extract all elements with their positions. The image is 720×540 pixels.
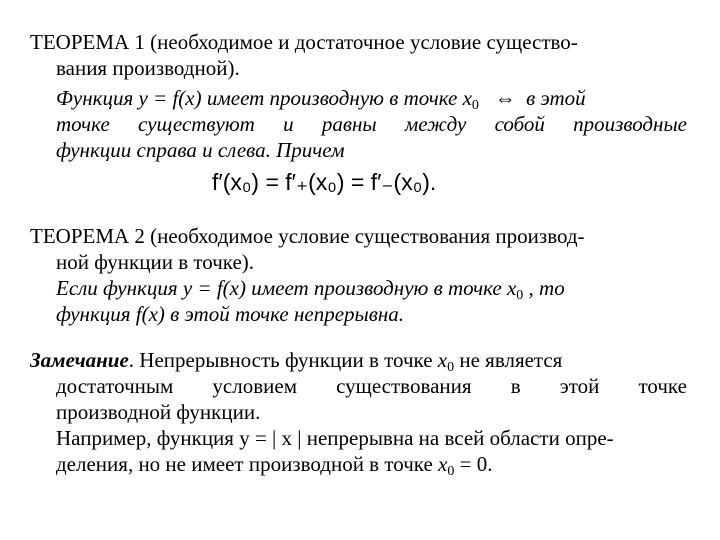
theorem1-line5: функции справа и слева. Причем [56,138,345,162]
word: в [510,374,521,398]
theorem1-heading-text: ТЕОРЕМА 1 (необходимое и достаточное условие существо- [30,30,578,54]
theorem1-line3 [56,86,586,113]
x0-variable: x [437,348,448,372]
remark-text-end: не является [454,348,563,372]
remark-line5 [56,452,493,479]
remark-line2 [56,374,687,398]
remark-label: Замечание [30,348,129,372]
word: точке [638,374,687,398]
x0-subscript: 0 [471,98,479,113]
x0-subscript: 0 [447,464,455,479]
word: между [404,112,467,136]
x0-subscript: 0 [516,288,524,303]
word: условием [212,374,297,398]
word: равны [321,112,377,136]
remark-example-text: деления, но не имеет производной в точке [56,452,439,476]
theorem1-line2: вания производной). [56,56,240,80]
theorem2-line2: ной функции в точке). [56,250,255,274]
remark-example-end: = 0. [454,452,493,476]
theorem1-statement-part: Функция y = f(x) имеет производную в точке x [56,86,472,110]
theorem1-statement-end: в этой [520,86,586,110]
remark-text: . Непрерывность функции в точке [128,348,438,372]
word: производные [573,112,687,136]
derivative-equality-formula: f′(x₀) = f′₊(x₀) = f′₋(x₀). [212,169,437,195]
theorem2-line1: ТЕОРЕМА 2 (необходимое условие существования производ- [30,224,585,248]
remark-line1 [30,348,563,375]
iff-symbol: ⇔ [494,86,516,110]
word: этой [559,374,600,398]
word: существования [336,374,472,398]
x0-variable: x [438,452,448,476]
theorem2-statement-part: Если функция y = f(x) имеет производную в точке x [56,276,517,300]
word: достаточным [56,374,174,398]
word: существуют [138,112,255,136]
word: и [283,112,294,136]
remark-line3: производной функции. [56,400,261,424]
word: точке [56,112,110,136]
x0-subscript: 0 [447,360,455,375]
remark-line4: Например, функция y = | x | непрерывна на всей области опре- [56,426,614,450]
theorem1-line1 [30,30,578,54]
theorem1-line4 [56,112,687,136]
theorem2-line4: функция f(x) в этой точке непрерывна. [56,302,405,326]
word: собой [494,112,545,136]
theorem2-statement-end: , то [523,276,565,300]
theorem2-line3 [56,276,565,303]
